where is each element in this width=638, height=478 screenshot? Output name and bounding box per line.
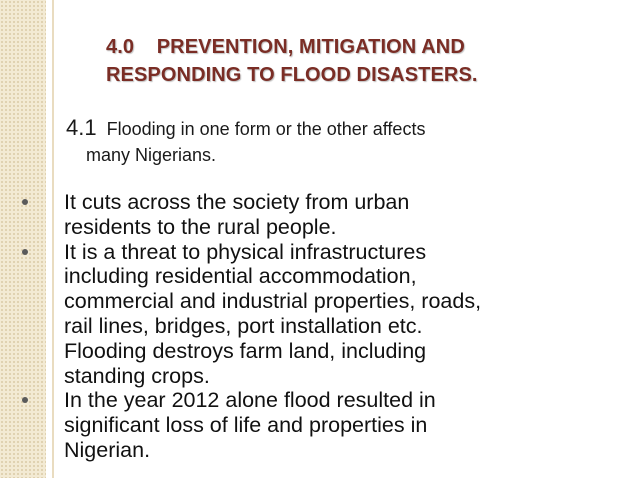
bullet-line: residents to the rural people. xyxy=(64,214,337,239)
bullet-line: significant loss of life and properties in xyxy=(64,413,428,438)
subheading-number: 4.1 xyxy=(66,115,97,140)
subheading-line-2: many Nigerians. xyxy=(86,145,217,165)
bullet-icon xyxy=(22,249,28,255)
bullet-icon xyxy=(22,199,28,205)
bullet-list xyxy=(22,190,622,463)
bullet-item xyxy=(22,190,622,240)
bullet-item xyxy=(22,240,622,389)
bullet-line: standing crops. xyxy=(64,363,210,388)
slide-title-line-2: RESPONDING TO FLOOD DISASTERS. xyxy=(106,64,478,86)
subheading-line-1: Flooding in one form or the other affects xyxy=(96,119,426,139)
subheading xyxy=(66,115,586,168)
bullet-line: including residential accommodation, xyxy=(64,264,417,289)
bullet-line: Nigerian. xyxy=(64,437,151,462)
bullet-line: It cuts across the society from urban xyxy=(64,190,410,214)
slide-title-line-1: 4.0 PREVENTION, MITIGATION AND xyxy=(106,36,465,58)
bullet-line: It is a threat to physical infrastructures xyxy=(64,239,427,264)
bullet-line: Flooding destroys farm land, including xyxy=(64,338,427,363)
bullet-icon xyxy=(22,397,28,403)
bullet-line: In the year 2012 alone flood resulted in xyxy=(64,388,436,413)
bullet-line: commercial and industrial properties, roads, xyxy=(64,289,482,314)
bullet-item xyxy=(22,388,622,462)
bullet-line: rail lines, bridges, port installation etc. xyxy=(64,313,423,338)
slide-title xyxy=(106,33,478,89)
